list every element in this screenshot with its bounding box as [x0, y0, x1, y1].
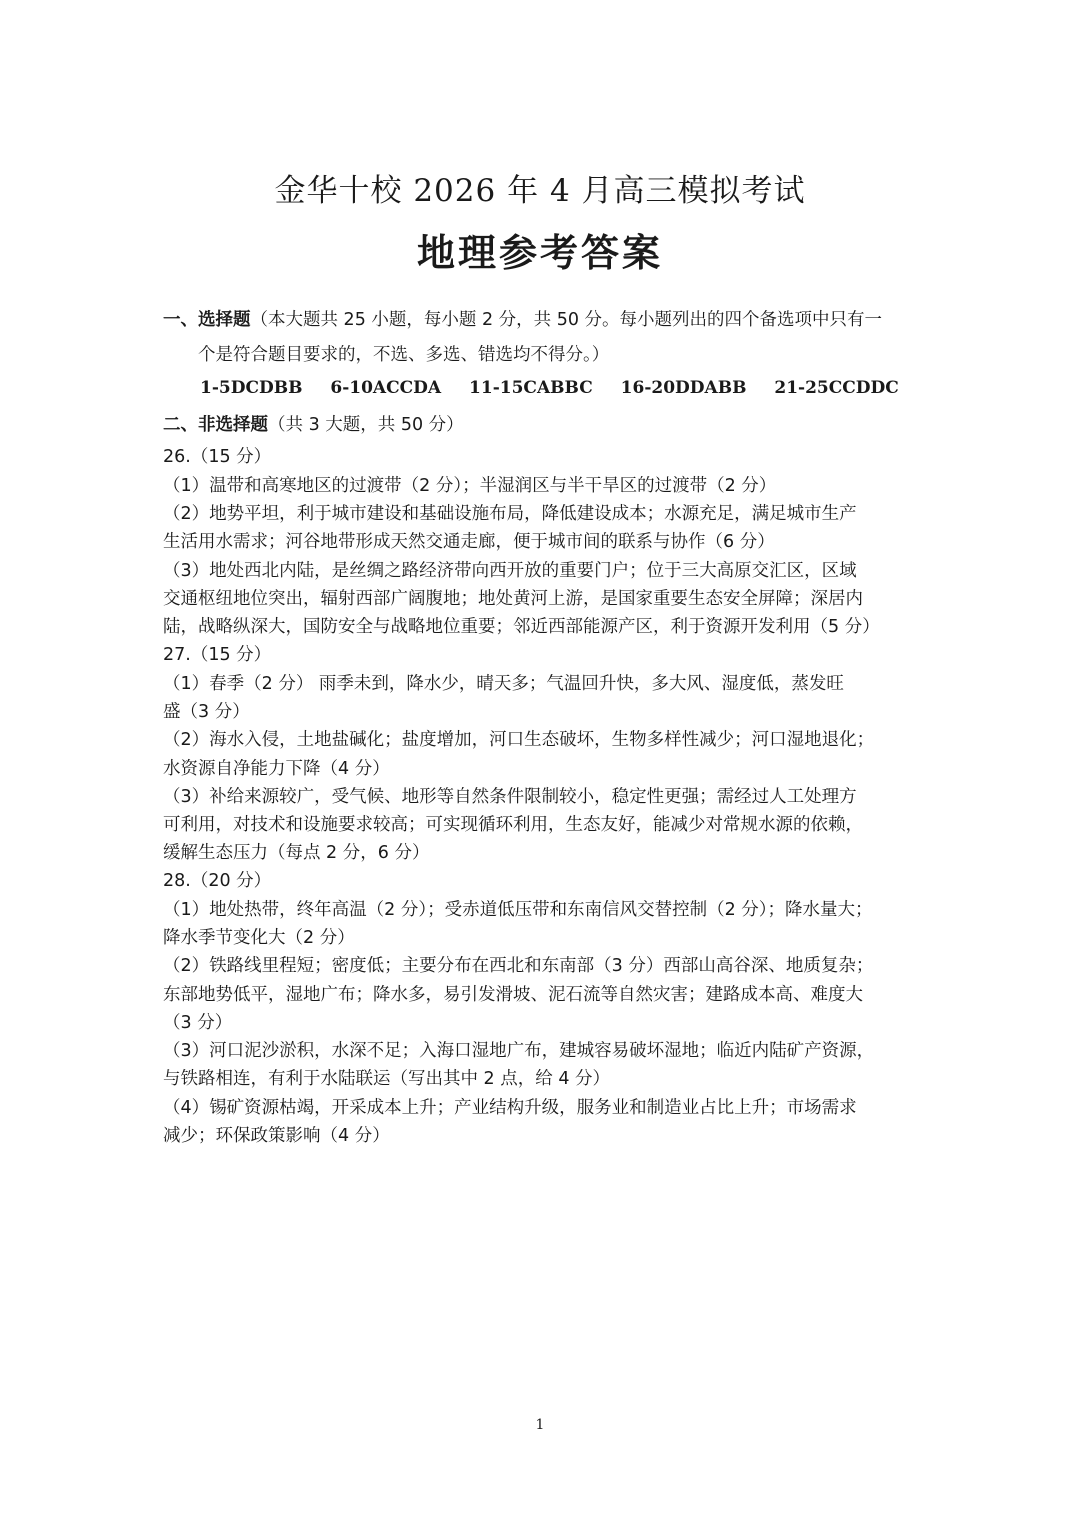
- page-number: 1: [535, 1417, 545, 1433]
- section1-intro: [163, 306, 923, 334]
- mc-answer-group: 6-10ACCDA: [330, 378, 442, 398]
- document-title: 地理参考答案: [416, 231, 663, 275]
- answer-line: 盛（3 分）: [163, 702, 250, 722]
- answer-line: 可利用，对技术和设施要求较高；可实现循环利用，生态友好，能减少对常规水源的依赖，: [163, 815, 863, 835]
- section2-description: （共 3 大题，共 50 分）: [268, 415, 464, 435]
- answer-line: （4）锡矿资源枯竭，开采成本上升；产业结构升级，服务业和制造业占比上升；市场需求: [163, 1098, 857, 1118]
- answer-line: （1）春季（2 分） 雨季未到，降水少，晴天多；气温回升快，多大风、湿度低，蒸发旺: [163, 674, 844, 694]
- mc-answer-row: [200, 378, 921, 398]
- answer-line: （3）地处西北内陆，是丝绸之路经济带向西开放的重要门户；位于三大高原交汇区，区域: [163, 561, 857, 581]
- section1-description-cont: 个是符合题目要求的，不选、多选、错选均不得分。）: [198, 345, 610, 365]
- mc-answer-group: 21-25CCDDC: [774, 378, 899, 398]
- mc-answer-group: 16-20DDABB: [620, 378, 747, 398]
- section1-description: （本大题共 25 小题，每小题 2 分，共 50 分。每小题列出的四个备选项中只有一: [250, 310, 883, 330]
- answer-line: 生活用水需求；河谷地带形成天然交通走廊，便于城市间的联系与协作（6 分）: [163, 532, 775, 552]
- answer-line: 水资源自净能力下降（4 分）: [163, 759, 390, 779]
- answer-line: （3）河口泥沙淤积，水深不足；入海口湿地广布，建城容易破坏湿地；临近内陆矿产资源，: [163, 1041, 875, 1061]
- answer-line: （3 分）: [163, 1013, 233, 1033]
- answer-line: （2）海水入侵，土地盐碱化；盐度增加，河口生态破坏，生物多样性减少；河口湿地退化；: [163, 730, 875, 750]
- answer-line: （2）铁路线里程短；密度低；主要分布在西北和东南部（3 分）西部山高谷深、地质复杂；: [163, 956, 874, 976]
- section2-intro: [163, 411, 923, 439]
- mc-answer-group: 1-5DCDBB: [200, 378, 303, 398]
- question-28-header: 28.（20 分）: [163, 871, 272, 891]
- answer-line: （1）地处热带，终年高温（2 分）；受赤道低压带和东南信风交替控制（2 分）；降水量大；: [163, 900, 873, 920]
- answer-line: 缓解生态压力（每点 2 分，6 分）: [163, 843, 430, 863]
- answer-line: 东部地势低平，湿地广布；降水多，易引发滑坡、泥石流等自然灾害；建路成本高、难度大: [163, 985, 863, 1005]
- answer-line: 与铁路相连，有利于水陆联运（写出其中 2 点，给 4 分）: [163, 1069, 611, 1089]
- answer-line: 交通枢纽地位突出，辐射西部广阔腹地；地处黄河上游，是国家重要生态安全屏障；深居内: [163, 589, 863, 609]
- mc-answer-group: 11-15CABBC: [469, 378, 593, 398]
- answer-line: （1）温带和高寒地区的过渡带（2 分）；半湿润区与半干旱区的过渡带（2 分）: [163, 476, 777, 496]
- section2-heading: 二、非选择题: [163, 415, 268, 435]
- answer-line: （2）地势平坦，利于城市建设和基础设施布局，降低建设成本；水源充足，满足城市生产: [163, 504, 857, 524]
- question-27-header: 27.（15 分）: [163, 645, 272, 665]
- exam-title: 金华十校 2026 年 4 月高三模拟考试: [274, 173, 806, 209]
- answer-line: 减少；环保政策影响（4 分）: [163, 1126, 390, 1146]
- answer-line: 降水季节变化大（2 分）: [163, 928, 355, 948]
- section1-heading: 一、选择题: [163, 310, 251, 330]
- answer-line: （3）补给来源较广，受气候、地形等自然条件限制较小，稳定性更强；需经过人工处理方: [163, 787, 857, 807]
- question-26-header: 26.（15 分）: [163, 447, 272, 467]
- answer-line: 陆，战略纵深大，国防安全与战略地位重要；邻近西部能源产区，利于资源开发利用（5 分）: [163, 617, 880, 637]
